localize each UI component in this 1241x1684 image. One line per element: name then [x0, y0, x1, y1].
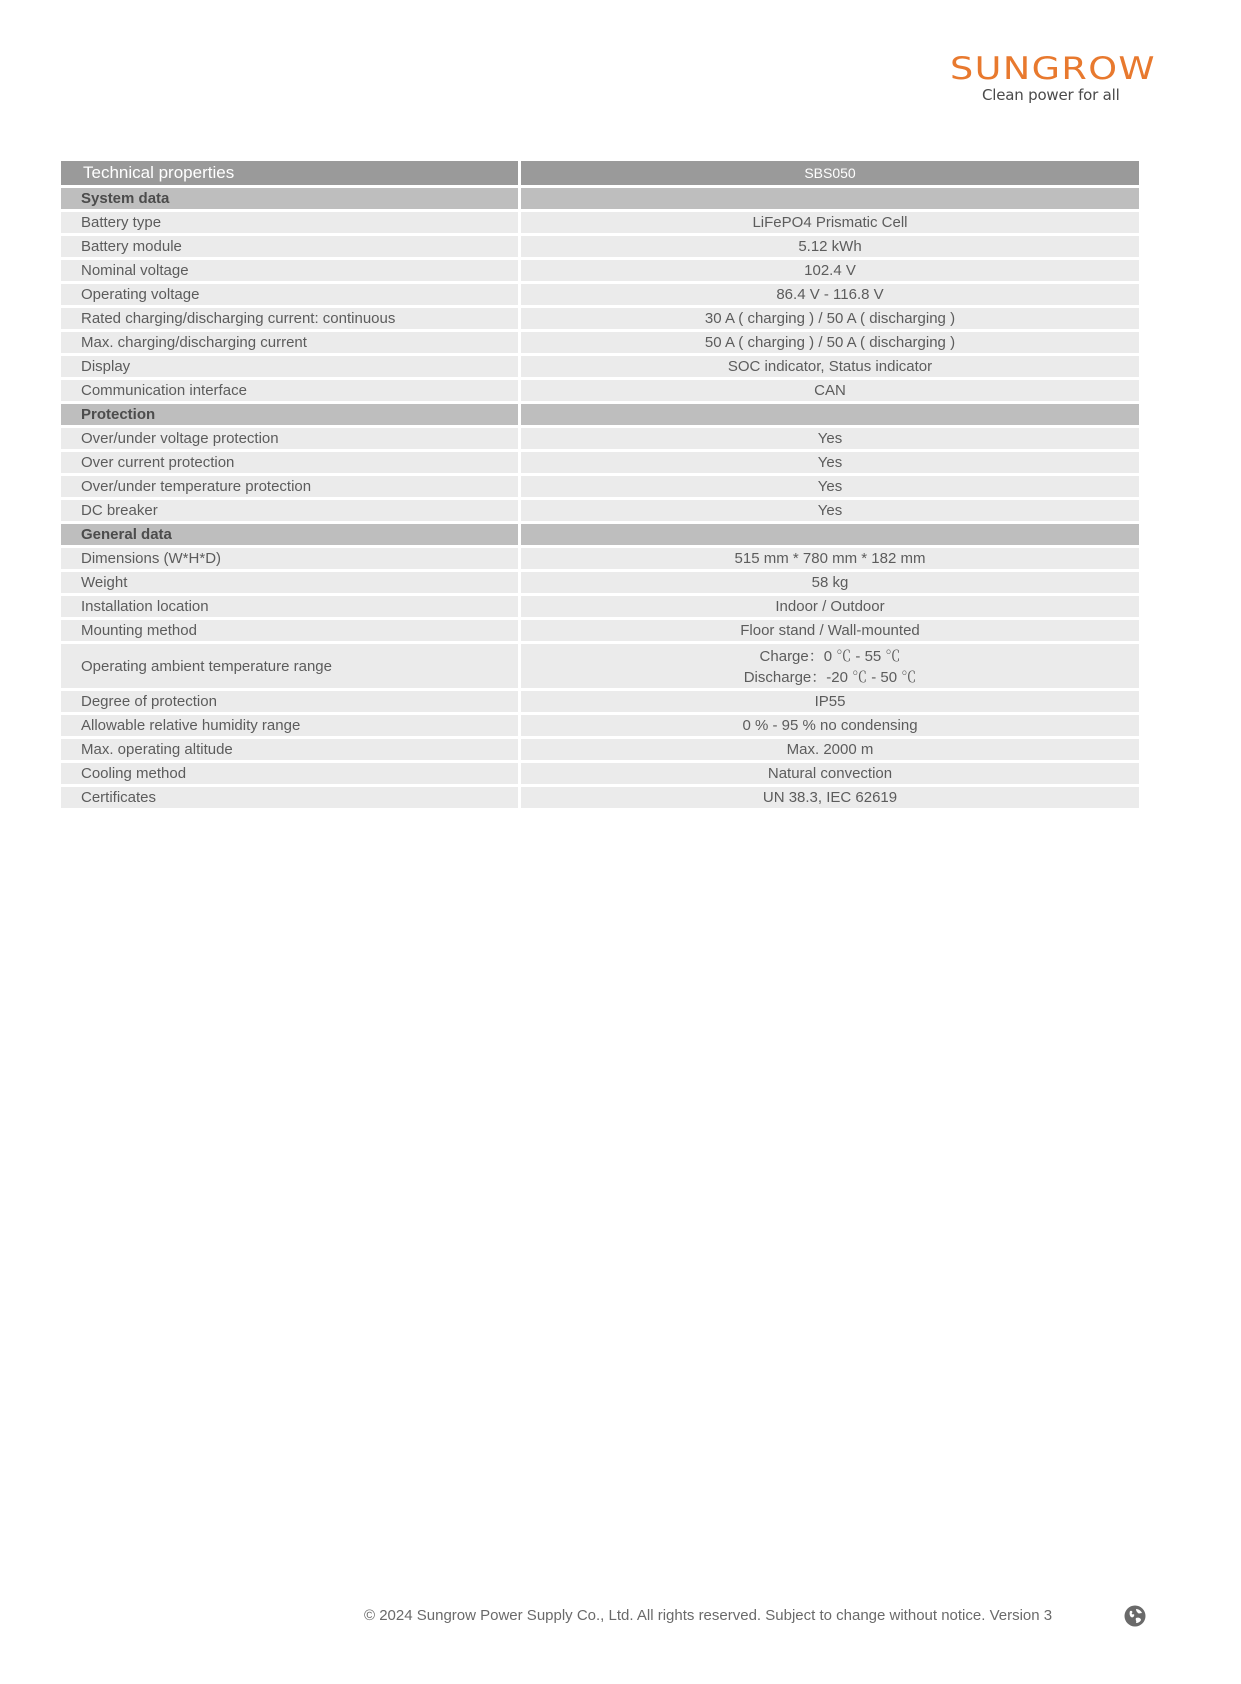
- row-value: [521, 644, 1139, 688]
- row-label: Communication interface: [61, 380, 521, 401]
- row-label: Over/under temperature protection: [61, 476, 521, 497]
- row-label: Battery type: [61, 212, 521, 233]
- section-header-row: [61, 524, 1139, 545]
- row-value: LiFePO4 Prismatic Cell: [521, 212, 1139, 233]
- table-row: [61, 739, 1139, 760]
- table-row: [61, 284, 1139, 305]
- header-label: Technical properties: [61, 161, 521, 185]
- row-label: Over current protection: [61, 452, 521, 473]
- row-value: 86.4 V - 116.8 V: [521, 284, 1139, 305]
- technical-properties-table: [61, 158, 1139, 811]
- row-label: DC breaker: [61, 500, 521, 521]
- table-row: [61, 476, 1139, 497]
- brand-logo: [950, 52, 1160, 108]
- table-row: [61, 356, 1139, 377]
- header-model: SBS050: [521, 161, 1139, 185]
- table-row: [61, 596, 1139, 617]
- row-value: 30 A ( charging ) / 50 A ( discharging ): [521, 308, 1139, 329]
- row-value: 50 A ( charging ) / 50 A ( discharging ): [521, 332, 1139, 353]
- row-label: Certificates: [61, 787, 521, 808]
- table-row: [61, 763, 1139, 784]
- row-value: IP55: [521, 691, 1139, 712]
- section-value-cell: [521, 404, 1139, 425]
- table-row: [61, 644, 1139, 688]
- row-value: 0 % - 95 % no condensing: [521, 715, 1139, 736]
- table-row: [61, 308, 1139, 329]
- section-value-cell: [521, 188, 1139, 209]
- table-row: [61, 260, 1139, 281]
- row-value: 515 mm * 780 mm * 182 mm: [521, 548, 1139, 569]
- brand-tagline: Clean power for all: [982, 86, 1120, 104]
- row-label: Max. operating altitude: [61, 739, 521, 760]
- row-value: SOC indicator, Status indicator: [521, 356, 1139, 377]
- row-value: Yes: [521, 428, 1139, 449]
- section-header-row: [61, 404, 1139, 425]
- row-value: Natural convection: [521, 763, 1139, 784]
- section-value-cell: [521, 524, 1139, 545]
- brand-name: SUNGROW: [950, 52, 1156, 84]
- row-label: Max. charging/discharging current: [61, 332, 521, 353]
- table-row: [61, 548, 1139, 569]
- row-label: Cooling method: [61, 763, 521, 784]
- table-row: [61, 212, 1139, 233]
- row-label: Dimensions (W*H*D): [61, 548, 521, 569]
- section-title: General data: [61, 524, 521, 545]
- table-row: [61, 428, 1139, 449]
- table-row: [61, 691, 1139, 712]
- row-label: Rated charging/discharging current: continuous: [61, 308, 521, 329]
- row-label: Nominal voltage: [61, 260, 521, 281]
- sungrow-wordmark: [950, 52, 1160, 84]
- globe-icon[interactable]: [1124, 1605, 1146, 1627]
- table-row: [61, 236, 1139, 257]
- section-header-row: [61, 188, 1139, 209]
- row-label: Battery module: [61, 236, 521, 257]
- table-row: [61, 572, 1139, 593]
- table-header-row: [61, 161, 1139, 185]
- row-value: Max. 2000 m: [521, 739, 1139, 760]
- row-value: Yes: [521, 476, 1139, 497]
- row-value: CAN: [521, 380, 1139, 401]
- row-value-line: Charge：0 ℃ - 55 ℃: [759, 648, 901, 665]
- row-value: Yes: [521, 500, 1139, 521]
- row-value: Floor stand / Wall-mounted: [521, 620, 1139, 641]
- table-row: [61, 500, 1139, 521]
- row-label: Degree of protection: [61, 691, 521, 712]
- row-value: 102.4 V: [521, 260, 1139, 281]
- row-value: Yes: [521, 452, 1139, 473]
- row-label: Allowable relative humidity range: [61, 715, 521, 736]
- row-label: Over/under voltage protection: [61, 428, 521, 449]
- table-row: [61, 787, 1139, 808]
- table-row: [61, 715, 1139, 736]
- section-title: Protection: [61, 404, 521, 425]
- row-value: 58 kg: [521, 572, 1139, 593]
- row-value-line: Discharge：-20 ℃ - 50 ℃: [743, 669, 917, 686]
- row-label: Installation location: [61, 596, 521, 617]
- table-row: [61, 332, 1139, 353]
- row-value: 5.12 kWh: [521, 236, 1139, 257]
- row-value: Indoor / Outdoor: [521, 596, 1139, 617]
- footer-copyright: © 2024 Sungrow Power Supply Co., Ltd. All rights reserved. Subject to change without notice. Version 3: [364, 1607, 1053, 1624]
- row-label: Mounting method: [61, 620, 521, 641]
- section-title: System data: [61, 188, 521, 209]
- row-label: Weight: [61, 572, 521, 593]
- row-label: Operating ambient temperature range: [61, 644, 521, 688]
- table-row: [61, 620, 1139, 641]
- row-value: UN 38.3, IEC 62619: [521, 787, 1139, 808]
- table-row: [61, 380, 1139, 401]
- row-label: Display: [61, 356, 521, 377]
- table-row: [61, 452, 1139, 473]
- row-label: Operating voltage: [61, 284, 521, 305]
